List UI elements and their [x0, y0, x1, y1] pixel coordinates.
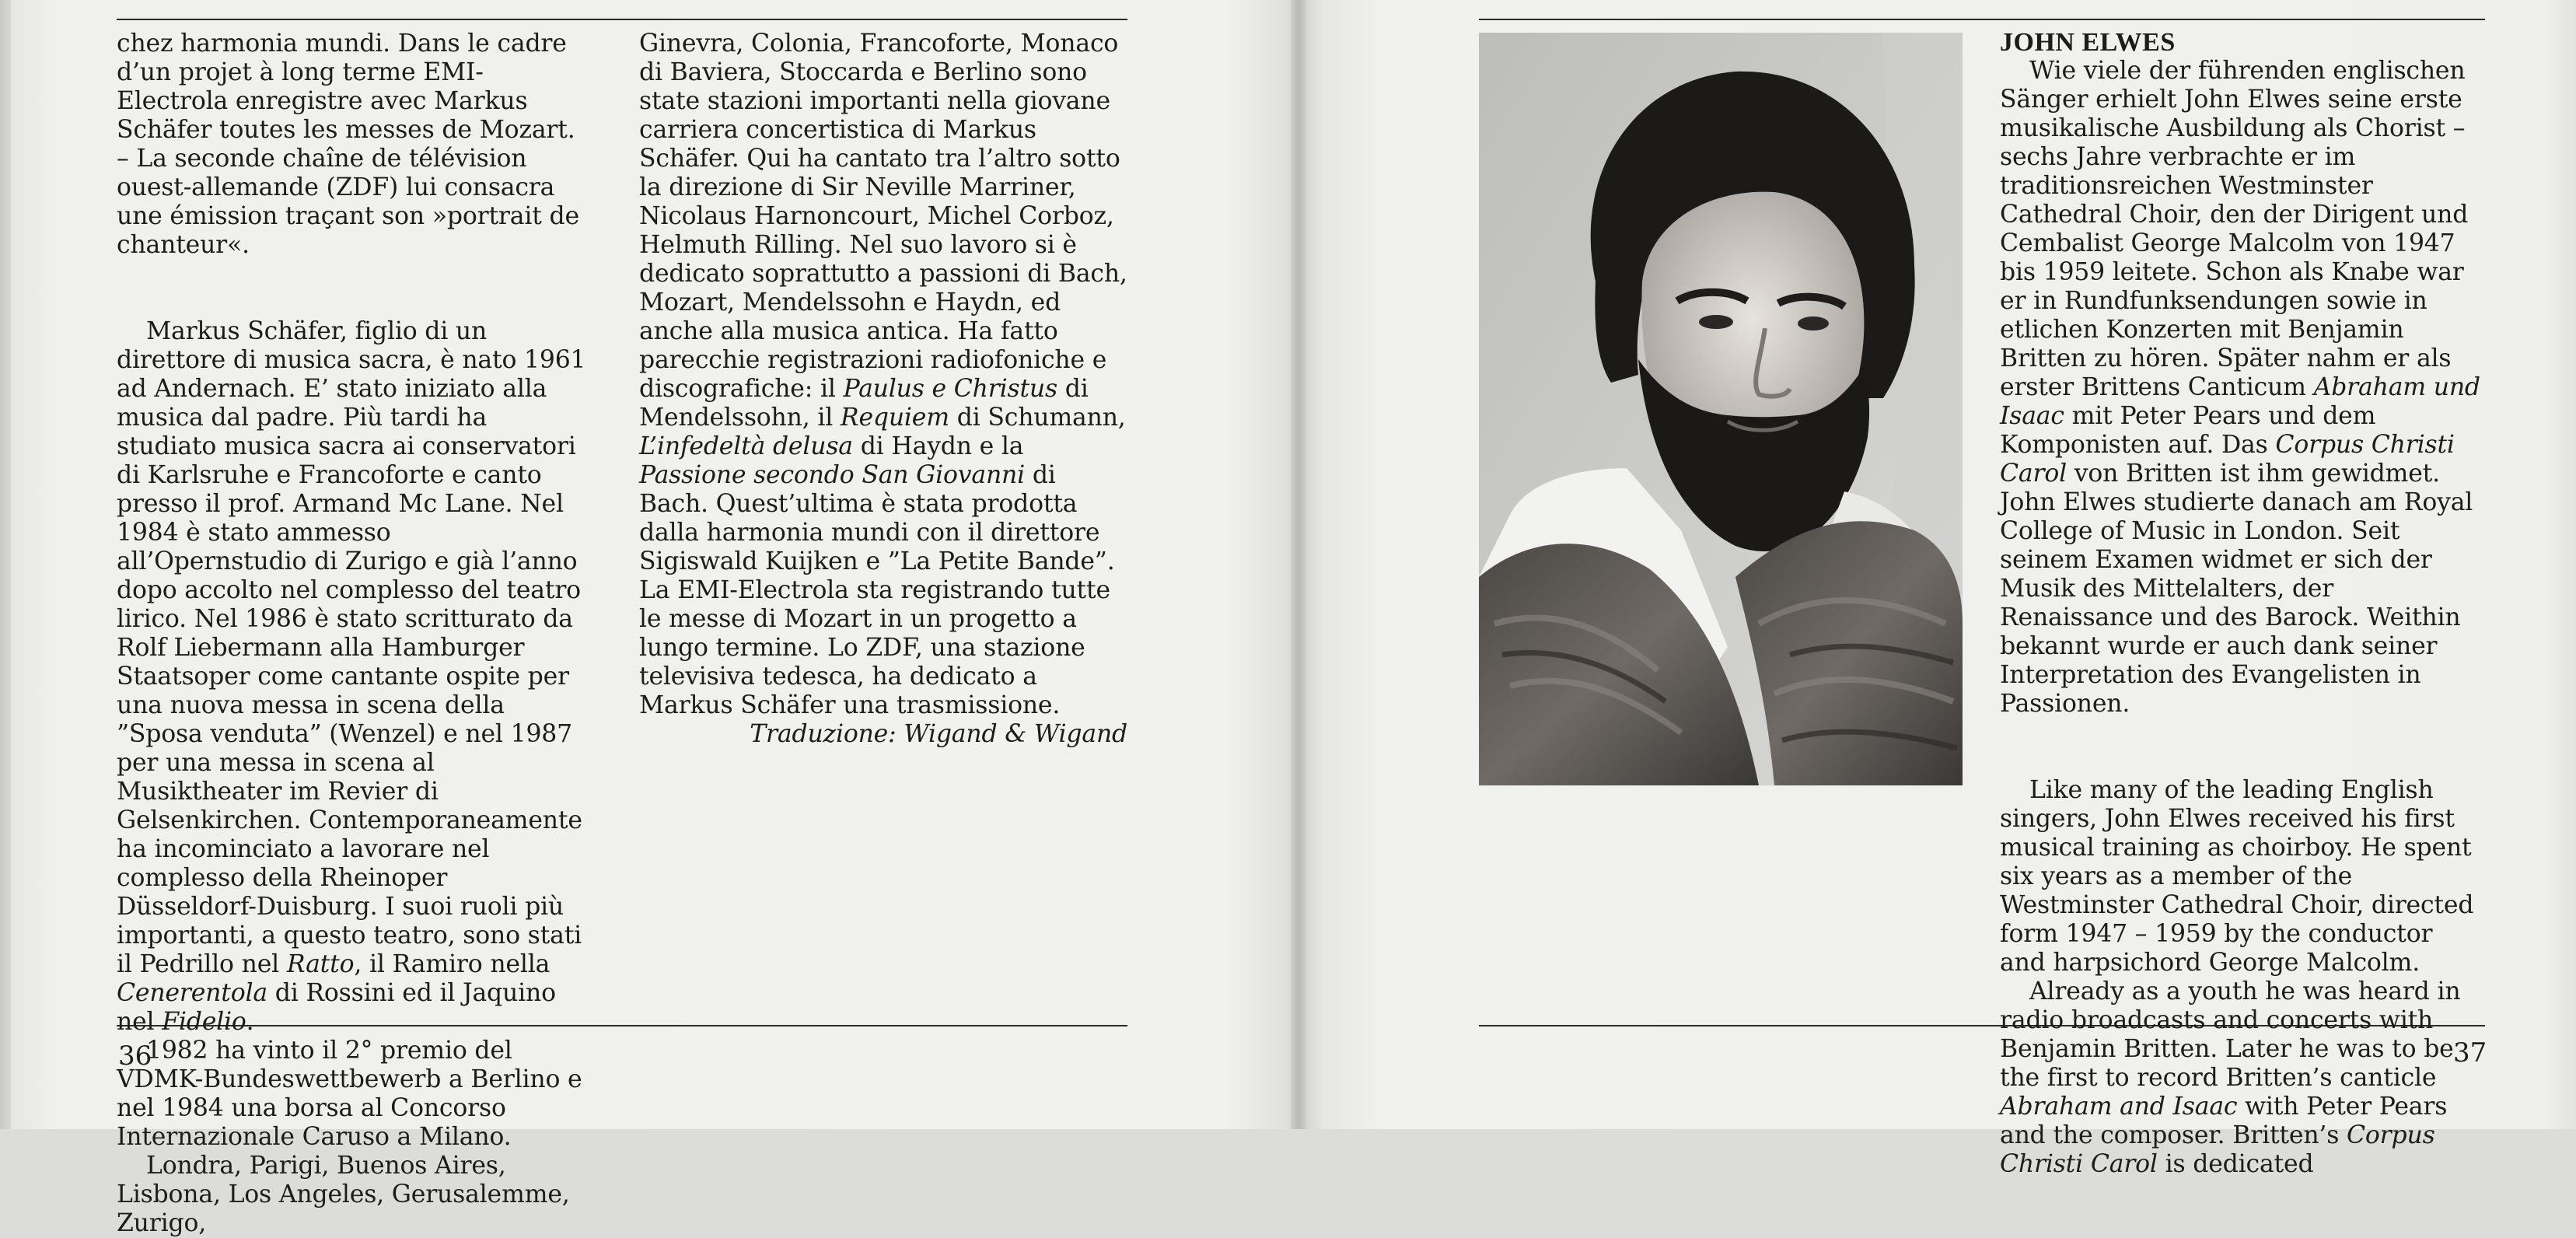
left-column-1: [117, 30, 588, 1238]
italian-bio-paragraph: Markus Schäfer, figlio di un direttore di musica sacra, è nato 1961 ad Andernach. E’ stato iniziato alla musica dal padre. Più tardi ha studiato musica sacra ai conservatori di Karlsruhe e Francoforte e canto presso il prof. Armand Mc Lane. Nel 1984 è stato ammesso all’Opernstudio di Zurigo e già l’anno dopo accolto nel complesso del teatro lirico. Nel 1986 è stato scritturato da Rolf Liebermann alla Hamburger Staatsoper come cantante ospite per una nuova messa in scena della ”Sposa venduta” (Wenzel) e nel 1987 per una messa in scena al Musiktheater im Revier di Gelsenkirchen. Contemporaneamente ha incominciato a lavorare nel complesso della Rheinoper Düsseldorf-Duisburg. I suoi ruoli più importanti, a questo teatro, sono stati il Pedrillo nel Ratto, il Ramiro nella Cenerentola di Rossini ed il Jaquino nel Fidelio.: [117, 317, 586, 1036]
left-page-number: 36: [118, 1040, 152, 1072]
left-top-rule: [117, 19, 1127, 20]
artist-heading: JOHN ELWES: [2000, 28, 2176, 57]
left-column-2: [639, 30, 1127, 749]
italian-career-paragraph: Ginevra, Colonia, Francoforte, Monaco di Baviera, Stoccarda e Berlino sono state stazioni importanti nella giovane carriera concertistica di Markus Schäfer. Qui ha cantato tra l’altro sotto la direzione di Sir Neville Marriner, Nicolaus Harnoncourt, Michel Corboz, Helmuth Rilling. Nel suo lavoro si è dedicato soprattutto a passioni di Bach, Mozart, Mendelssohn e Haydn, ed anche alla musica antica. Ha fatto parecchie registrazioni radiofoniche e discografiche: il Paulus e Christus di Mendelssohn, il Requiem di Schumann, L’infedeltà delusa di Haydn e la Passione secondo San Giovanni di Bach. Quest’ultima è stata prodotta dalla harmonia mundi con il direttore Sigiswald Kuijken e ”La Petite Bande”. La EMI-Electrola sta registrando tutte le messe di Mozart in un progetto a lungo termine. Lo ZDF, una stazione televisiva tedesca, ha dedicato a Markus Schäfer una trasmissione.: [639, 30, 1127, 719]
right-column: [2000, 28, 2483, 1179]
page-gutter: [1291, 0, 1306, 1129]
translation-credit: Traduzione: Wigand & Wigand: [750, 720, 1127, 748]
italian-award-paragraph: 1982 ha vinto il 2° premio del VDMK-Bundeswettbewerb a Berlino e nel 1984 una borsa al Concorso Internazionale Caruso a Milano.: [117, 1037, 582, 1151]
french-paragraph: chez harmonia mundi. Dans le cadre d’un projet à long terme EMI-Electrola enregistre avec Markus Schäfer toutes les messes de Mozart. – La seconde chaîne de télévision ouest-allemande (ZDF) lui consacra une émission traçant son »portrait de chanteur«.: [117, 30, 579, 259]
right-page-number: 37: [2453, 1037, 2487, 1068]
english-bio-paragraph-1: Like many of the leading English singers, John Elwes received his first musical training as choirboy. He spent six years as a member of the Westminster Cathedral Choir, directed form 1947 – 1959 by the conductor and harpsichord George Malcolm.: [2000, 776, 2474, 977]
right-top-rule: [1479, 19, 2485, 20]
portrait-illustration: [1479, 33, 1963, 785]
german-bio-paragraph: Wie viele der führenden englischen Sänger erhielt John Elwes seine erste musikalische Ausbildung als Chorist – sechs Jahre verbrachte er im traditionsreichen Westminster Cathedral Choir, den der Dirigent und Cembalist George Malcolm von 1947 bis 1959 leitete. Schon als Knabe war er in Rundfunksendungen sowie in etlichen Konzerten mit Benjamin Britten zu hören. Später nahm er als erster Brittens Canticum Abraham und Isaac mit Peter Pears und dem Komponisten auf. Das Corpus Christi Carol von Britten ist ihm gewidmet. John Elwes studierte danach am Royal College of Music in London. Seit seinem Examen widmet er sich der Musik des Mittelalters, der Renaissance und des Barock. Weithin bekannt wurde er auch dank seiner Interpretation des Evangelisten in Passionen.: [2000, 57, 2480, 718]
portrait-photo: [1479, 33, 1963, 785]
italian-cities-paragraph: Londra, Parigi, Buenos Aires, Lisbona, Los Angeles, Gerusalemme, Zurigo,: [117, 1152, 570, 1237]
english-bio-paragraph-2: Already as a youth he was heard in radio broadcasts and concerts with Benjamin Britten. Later he was to be the first to record Britten’s canticle Abraham and Isaac with Peter Pears and the composer. Britten’s Corpus Christi Carol is dedicated: [2000, 977, 2461, 1178]
